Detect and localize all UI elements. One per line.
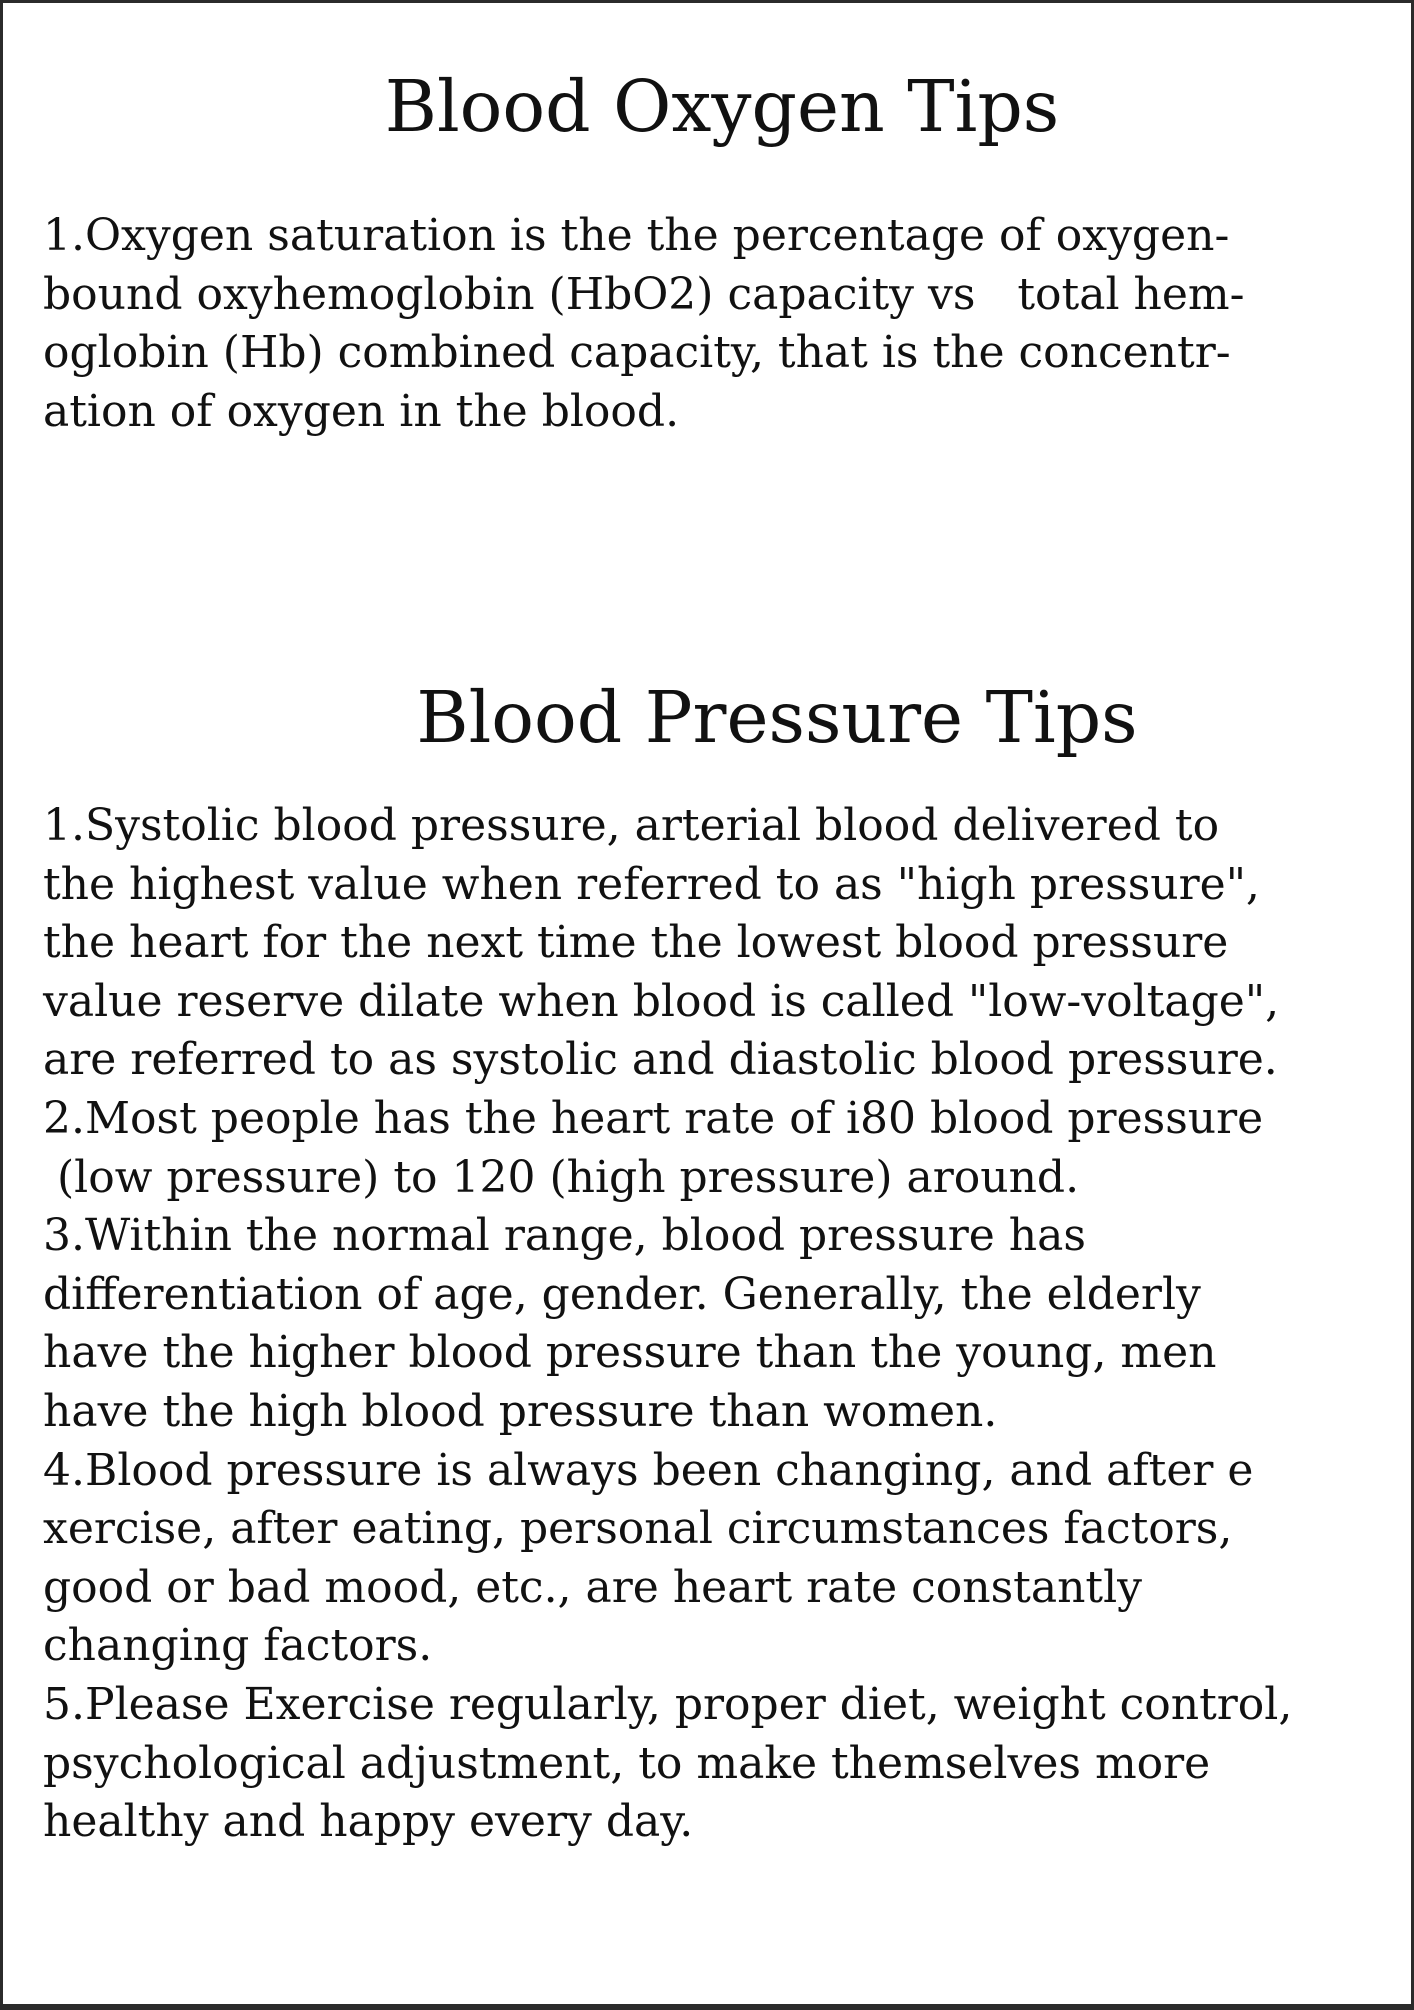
text-line: changing factors. [43,1620,433,1672]
text-line: value reserve dilate when blood is called "low-voltage", [43,975,1280,1027]
text-line: healthy and happy every day. [43,1796,694,1848]
text-line: are referred to as systolic and diastolic blood pressure. [43,1034,1278,1086]
text-line: 1.Oxygen saturation is the the percentage of oxygen- [43,210,1230,261]
text-line: 5.Please Exercise regularly, proper diet, weight control, [43,1678,1293,1730]
text-line: 3.Within the normal range, blood pressure has [43,1210,1086,1262]
text-line: 2.Most people has the heart rate of i80 blood pressure [43,1092,1264,1144]
blood-oxygen-tips-text [43,207,1408,441]
text-line: xercise, after eating, personal circumstances factors, [43,1503,1233,1555]
blood-pressure-tips-text [43,797,1408,1852]
text-line: psychological adjustment, to make themselves more [43,1737,1211,1789]
blood-oxygen-tips-title: Blood Oxygen Tips [384,65,1060,148]
text-line: have the higher blood pressure than the young, men [43,1327,1217,1379]
blood-pressure-tips-title: Blood Pressure Tips [416,676,1138,759]
text-line: ation of oxygen in the blood. [43,385,680,437]
text-line: good or bad mood, etc., are heart rate constantly [43,1561,1143,1613]
text-line: the heart for the next time the lowest blood pressure [43,917,1229,969]
text-line: the highest value when referred to as "high pressure", [43,858,1260,910]
text-line: differentiation of age, gender. Generally, the elderly [43,1268,1201,1320]
text-line: 1.Systolic blood pressure, arterial blood delivered to [43,800,1220,851]
text-line: bound oxyhemoglobin (HbO2) capacity vs total hem- [43,268,1245,320]
text-line: have the high blood pressure than women. [43,1385,998,1437]
text-line: (low pressure) to 120 (high pressure) around. [43,1151,1080,1203]
text-line: 4.Blood pressure is always been changing, and after e [43,1444,1254,1496]
text-line: oglobin (Hb) combined capacity, that is the concentr- [43,327,1231,379]
